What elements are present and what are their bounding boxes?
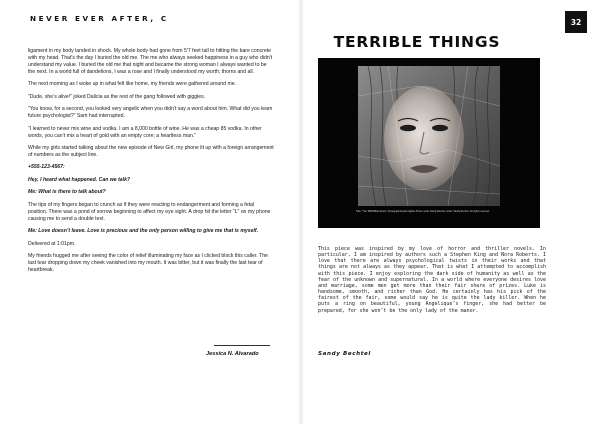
photo-credit: Title: "The TERRIBLE bloom" photographic/paint-digital. Photo credit: Sandy Bechtel. Artist: Sandy Bechtel. All rights reserved. [356,210,490,213]
story-paragraph: “Dude, she’s alive!” joked Dalicia as the rest of the gang followed with giggles. [28,93,206,100]
artwork-face-illustration [358,66,500,206]
text-message-reply: Me: What is there to talk about? [28,189,106,196]
artwork-image [358,66,500,206]
artwork-frame [318,58,540,228]
story-paragraph: The next morning as I woke up in what felt like home, my friends were gathered around me. [28,81,237,88]
story-author: Jessica N. Alvarado [206,351,259,357]
story-body [28,48,274,280]
story-paragraph: While my girls started talking about the new episode of New Girl, my phone lit up with a foreign arrangement of numbers as the subject line. [28,145,274,158]
story-paragraph: ligament in my body landed in shock. My whole body had gone from 5'7 feet tall to hitting the bare concrete with my head. That's the day I buried the old me. The me who always seeked happiness in a guy who didn't understand my value. I buried the old me that night and became the strong woman I always wanted to be the next. In a world full of dandelions, I was a rose and I finally understood my worth; thorns and all. [28,48,273,75]
artist-name: Sandy Bechtel [318,351,371,357]
delivered-note: Delivered at 1:01pm. [28,240,76,247]
running-header: NEVER EVER AFTER, C [30,14,169,23]
page-gutter [298,0,304,424]
story-paragraph: “You know, for a second, you looked very angelic when you didn’t say a word about him. What did you learn future psychologist?” Sam had interrupted. [28,106,273,120]
text-message-sender: +555-123-4567: [28,164,65,171]
story-paragraph: My friends hugged me after seeing the color of relief illuminating my face as I clicked block this caller. The last tear dropping down my cheek vanished into my mouth. It was bitter, but it was finally the last tear of heartbreak. [28,253,268,274]
story-paragraph: “I learned to never mix wine and vodka. I am a 8,000 bottle of wine. He was a cheap 85 vodka. In other words, you can’t mix a heart of gold with an empty core; a heartless man.” [28,125,262,139]
art-title: TERRIBLE THINGS [333,33,501,51]
page-number: 32 [565,11,587,33]
artist-statement: This piece was inspired by my love of horror and thriller novels. In particular, I am inspired by authors such a Stephen King and Nora Roberts. I love that there are always psychological twists in their works and that things are not always as they appear. That is what I attempted to accomplish with this piece. I enjoy exploring the dark side of humanity as well as the fear of the unknown and supernatural. In a world where everyone desires love and marriage, some men get more than their fair share of prizes. Luke is handsome, smooth, and richer than God. He certainly has his pick of the fairest of the fair, some would say he is quite the lady killer. When he puts a ring on beautiful, young Angelique’s finger, she had better be prepared, for she won’t be the only lady of the manor. [318,246,546,314]
text-message: Hey, I heard what happened. Can we talk? [28,176,131,183]
text-message-reply: Me: Love doesn’t leave. Love is precious and the only person willing to give me that is myself. [28,228,259,235]
story-paragraph: The tips of my fingers began to crunch as if they were reacting to endangerment and forming a fetal position. There was a pond of sorrow beginning to affect my eye sight. A drop hit the letter “L” on my phone causing me to send a double text. [28,201,271,222]
signature-line [214,345,270,346]
